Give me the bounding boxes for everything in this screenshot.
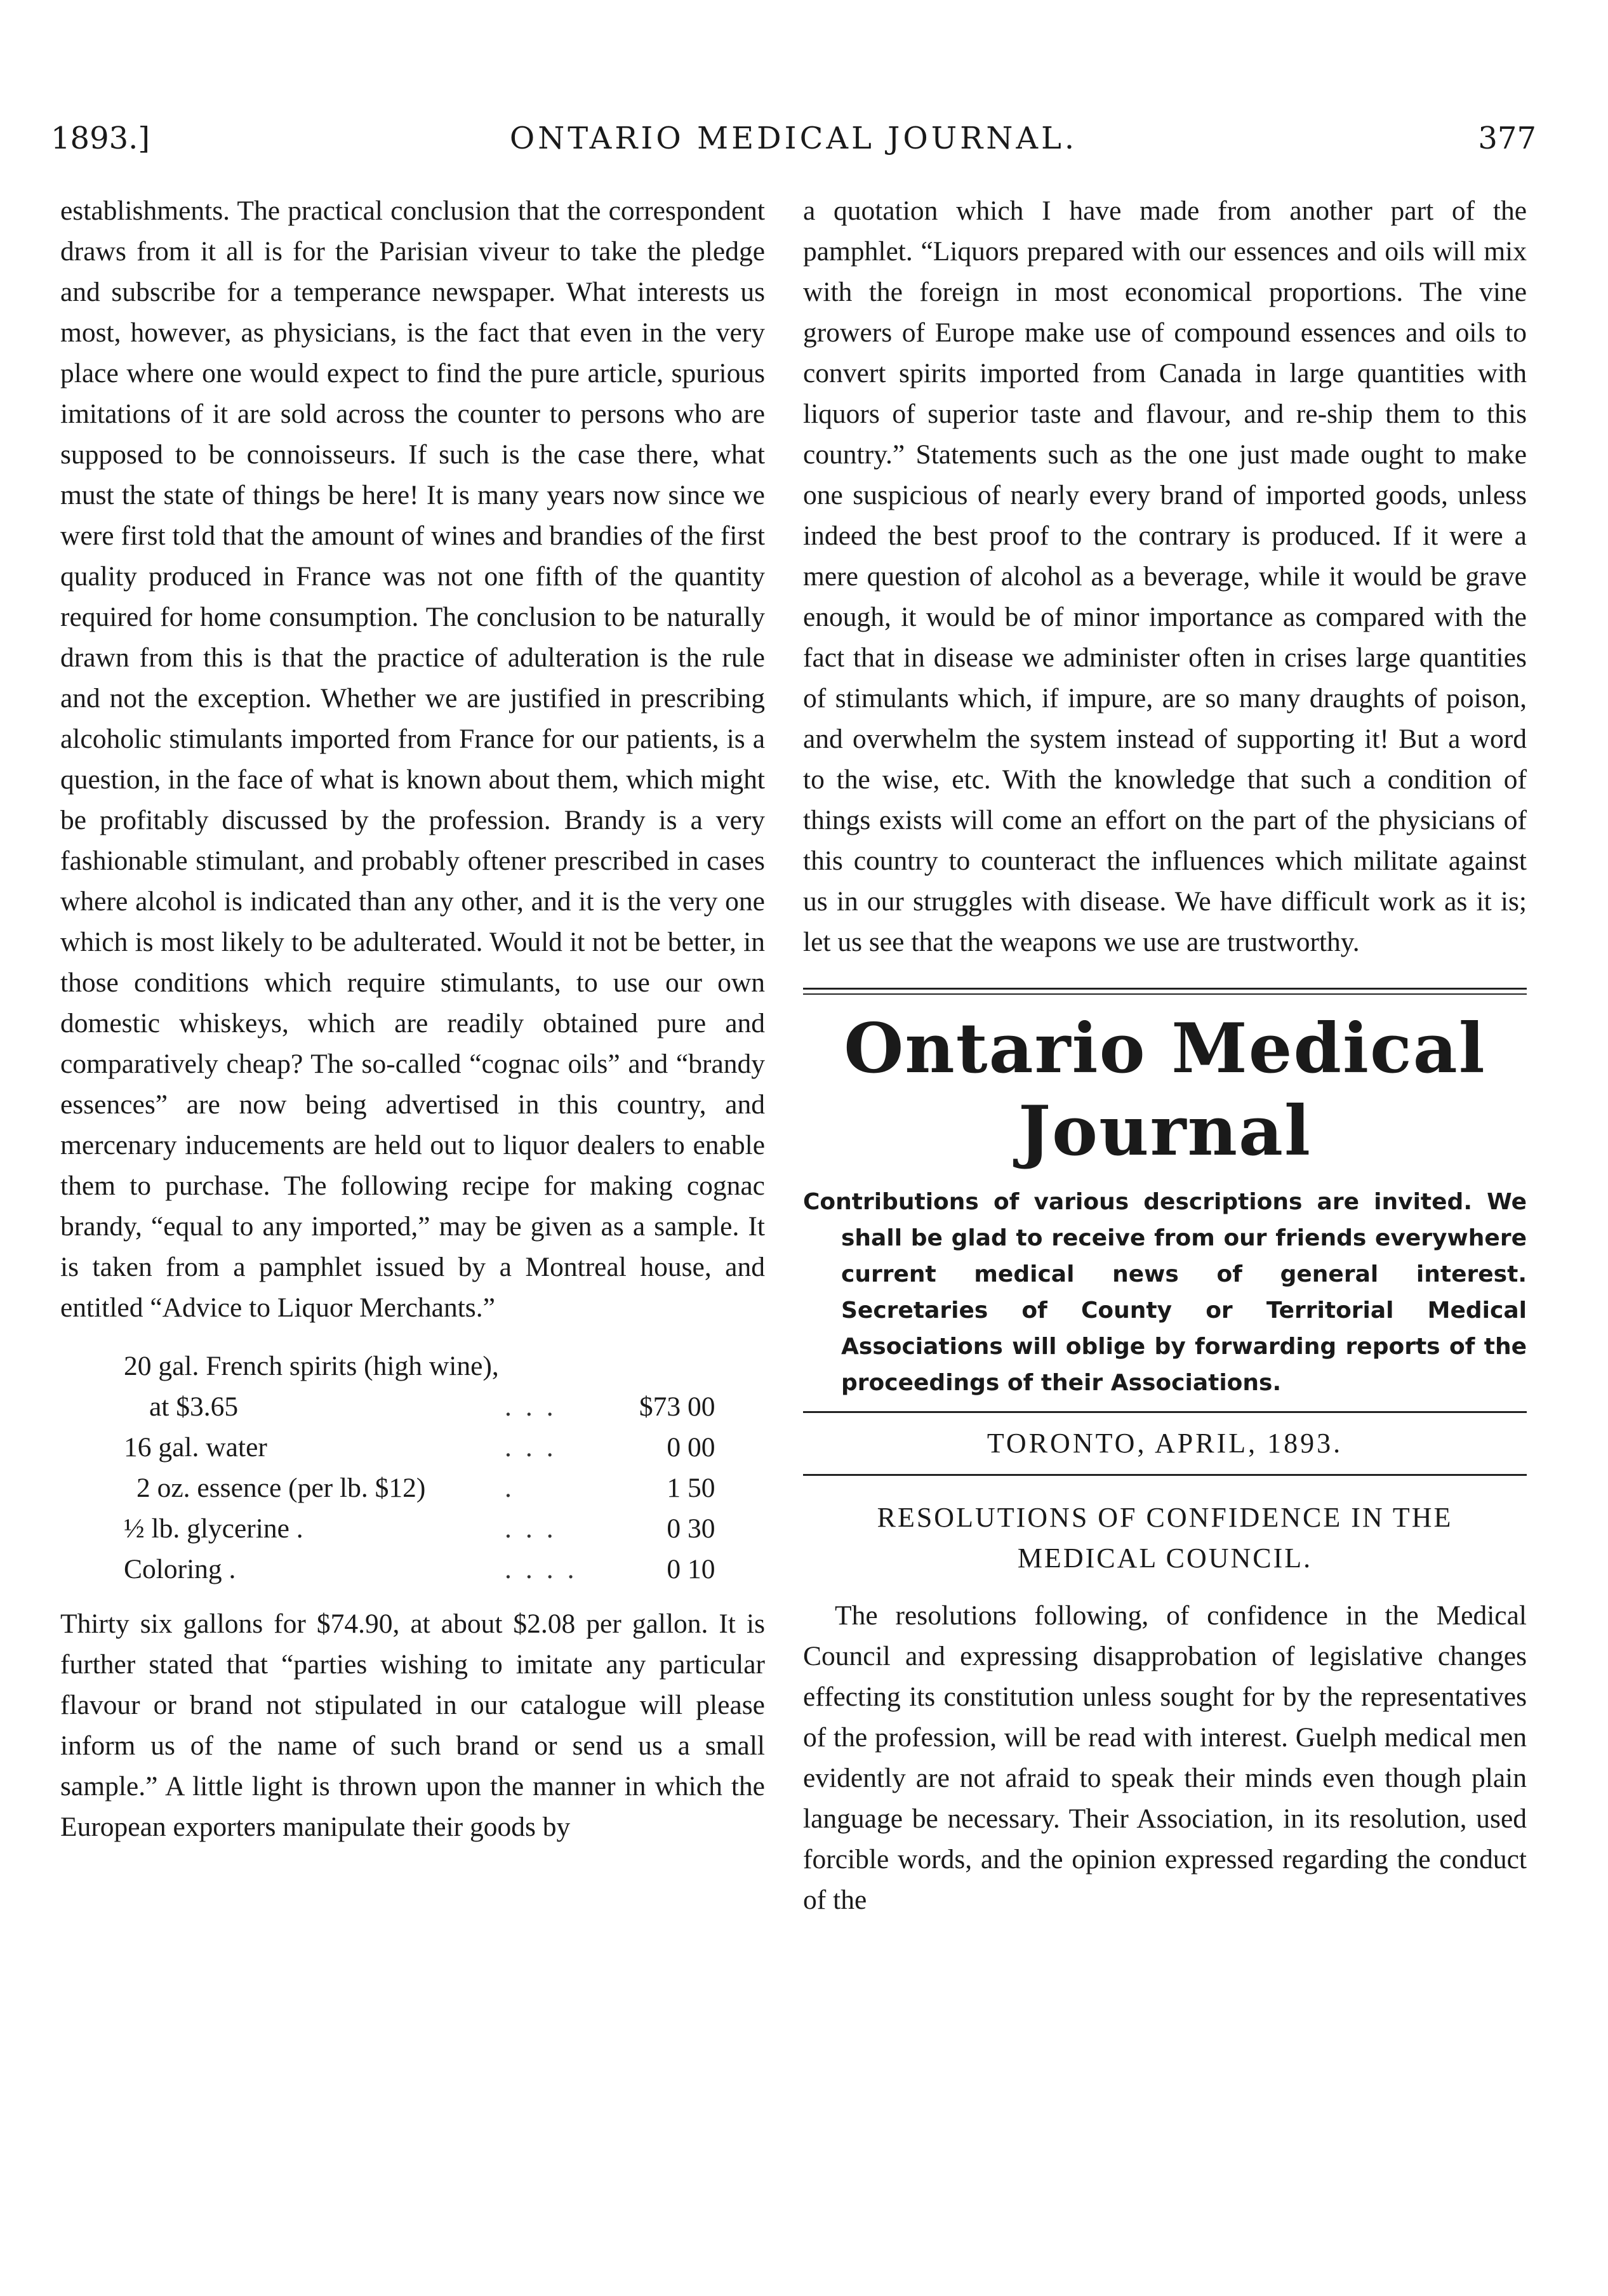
dateline: TORONTO, APRIL, 1893. — [987, 1428, 1343, 1459]
article-headline: RESOLUTIONS OF CONFIDENCE IN THE MEDICAL COUNCIL. — [877, 1502, 1453, 1574]
recipe-item: Coloring . — [124, 1554, 236, 1584]
right-paragraph-1: a quotation which I have made from another part of the pamphlet. “Liquors prepared with our essences and oils will mix with the foreign in most economical proportions. The vine growers of Europe make use of compound essences and oils to convert spirits imported from Canada in large quantities with liquors of superior taste and flavour, and re-ship them to this country.” Statements such as the one just made ought to make one suspicious of nearly every brand of imported goods, unless indeed the best proof to the contrary is produced. If it were a mere question of alcohol as a beverage, while it would be grave enough, it would be of minor importance as compared with the fact that in disease we administer often in crises large quantities of stimulants which, if impure, are so many draughts of poison, and overwhelm the system instead of supporting it! But a word to the wise, etc. With the knowledge that such a condition of things exists will come an effort on the part of the physicians of this country to counteract the influences which militate against us in our struggles with disease. We have difficult work as it is; let us see that the weapons we use are trustworthy. — [803, 196, 1527, 957]
right-column — [803, 190, 1527, 1920]
recipe-leader: ... — [505, 1391, 568, 1422]
recipe-item: 16 gal. water — [124, 1432, 267, 1463]
recipe-item: at $3.65 — [149, 1391, 239, 1422]
recipe-amount: $73 00 — [639, 1391, 715, 1422]
recipe-row — [124, 1508, 715, 1549]
recipe-row — [124, 1386, 715, 1427]
contributions-notice: Contributions of various descriptions are invited. We shall be glad to receive from our friends everywhere current medical news of general interest. Secretaries of County or Territorial Medical Associations will oblige by forwarding reports of the proceedings of their Associations. — [803, 1189, 1527, 1396]
divider-rule — [803, 1474, 1527, 1476]
recipe-heading: 20 gal. French spirits (high wine), — [124, 1351, 499, 1381]
left-paragraph-1: establishments. The practical conclusion that the correspondent draws from it all is for the Parisian viveur to take the pledge and subscribe for a temperance newspaper. What interests us most, however, as physicians, is the fact that even in the very place where one would expect to find the pure article, spurious imitations of it are sold across the counter to persons who are supposed to be connoisseurs. If such is the case there, what must the state of things be here! It is many years now since we were first told that the amount of wines and brandies of the first quality produced in France was not one fifth of the quantity required for home consumption. The conclusion to be naturally drawn from this is that the practice of adulteration is the rule and not the exception. Whether we are justified in prescribing alcoholic stimulants imported from France for our patients, is a question, in the face of what is known about them, which might be profitably discussed by the profession. Brandy is a very fashionable stimulant, and probably oftener prescribed in cases where alcohol is indicated than any other, and it is the very one which is most likely to be adulterated. Would it not be better, in those conditions which require stimulants, to use our own domestic whiskeys, which are readily obtained pure and comparatively cheap? The so-called “cognac oils” and “brandy essences” are now being advertised in this country, and mercenary inducements are held out to liquor dealers to enable them to purchase. The following recipe for making cognac brandy, “equal to any imported,” may be given as a sample. It is taken from a pamphlet issued by a Montreal house, and entitled “Advice to Liquor Merchants.” — [60, 196, 765, 1323]
page-number: 377 — [1478, 121, 1536, 156]
running-header — [51, 121, 1536, 171]
recipe-amount: 0 10 — [667, 1554, 715, 1584]
section-divider — [803, 988, 1527, 995]
recipe-row — [124, 1468, 715, 1508]
recipe-amount: 1 50 — [667, 1473, 715, 1503]
recipe-amount: 0 00 — [667, 1432, 715, 1463]
recipe-row — [124, 1427, 715, 1468]
left-paragraph-2: Thirty six gallons for $74.90, at about $2.08 per gallon. It is further stated that “parties wishing to imitate any particular flavour or brand not stipulated in our catalogue will please inform us of the name of such brand or send us a small sample.” A little light is thrown upon the manner in which the European exporters manipulate their goods by — [60, 1609, 765, 1842]
recipe-leader: . — [505, 1473, 526, 1503]
recipe-leader: ... — [505, 1513, 568, 1544]
left-column — [60, 190, 765, 1847]
recipe-leader: .... — [505, 1554, 588, 1584]
right-paragraph-2: The resolutions following, of confidence in the Medical Council and expressing disapprobation of legislative changes effecting its constitution unless sought for by the representatives of the profession, will be read with interest. Guelph medical men evidently are not afraid to speak their minds even though plain language be necessary. Their Association, in its resolution, used forcible words, and the opinion expressed regarding the conduct of the — [803, 1600, 1527, 1915]
recipe-amount: 0 30 — [667, 1513, 715, 1544]
journal-masthead: Ontario Medical Journal — [844, 1009, 1486, 1171]
recipe-table — [124, 1386, 715, 1589]
divider-rule — [803, 1411, 1527, 1413]
recipe-item: ½ lb. glycerine . — [124, 1513, 303, 1544]
recipe-item: 2 oz. essence (per lb. $12) — [136, 1473, 426, 1503]
recipe-row — [124, 1549, 715, 1589]
header-journal-title: ONTARIO MEDICAL JOURNAL. — [509, 121, 1078, 156]
recipe-leader: ... — [505, 1432, 568, 1463]
header-year: 1893.] — [51, 121, 150, 156]
